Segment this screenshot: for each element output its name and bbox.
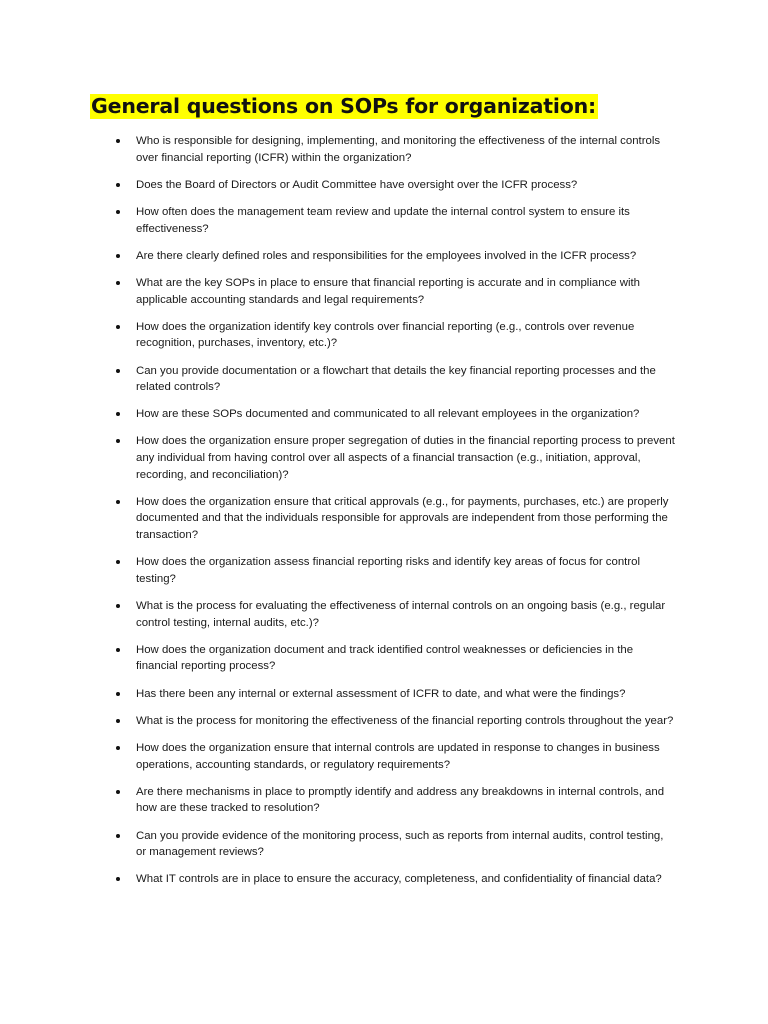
list-item: How does the organization ensure that internal controls are updated in response to changes in business operations, accounting standards, or regulatory requirements? (0, 740, 676, 773)
list-item: How often does the management team review and update the internal control system to ensure its effectiveness? (0, 204, 676, 237)
page-title (90, 93, 598, 120)
list-item: How does the organization identify key controls over financial reporting (e.g., controls over revenue recognition, purchases, inventory, etc.)? (0, 319, 676, 352)
question-list (0, 133, 768, 898)
list-item: How does the organization document and track identified control weaknesses or deficiencies in the financial reporting process? (0, 642, 676, 675)
list-item: What is the process for monitoring the effectiveness of the financial reporting controls throughout the year? (0, 713, 676, 730)
list-item: Are there mechanisms in place to promptly identify and address any breakdowns in internal controls, and how are these tracked to resolution? (0, 784, 676, 817)
list-item: What IT controls are in place to ensure the accuracy, completeness, and confidentiality of financial data? (0, 871, 676, 888)
list-item: How does the organization ensure that critical approvals (e.g., for payments, purchases, etc.) are properly documented and that the individuals responsible for approvals are independent from those performing the transaction? (0, 494, 676, 544)
list-item: What is the process for evaluating the effectiveness of internal controls on an ongoing basis (e.g., regular control testing, internal audits, etc.)? (0, 598, 676, 631)
list-item: Can you provide documentation or a flowchart that details the key financial reporting processes and the related controls? (0, 363, 676, 396)
list-item: Who is responsible for designing, implementing, and monitoring the effectiveness of the internal controls over financial reporting (ICFR) within the organization? (0, 133, 676, 166)
page-title-highlight: General questions on SOPs for organization: (91, 94, 597, 118)
list-item: How are these SOPs documented and communicated to all relevant employees in the organization? (0, 406, 676, 423)
list-item: How does the organization ensure proper segregation of duties in the financial reporting process to prevent any individual from having control over all aspects of a financial transaction (e.g., initiation, approval, recording, and reconciliation)? (0, 433, 676, 483)
list-item: What are the key SOPs in place to ensure that financial reporting is accurate and in compliance with applicable accounting standards and legal requirements? (0, 275, 676, 308)
list-item: Are there clearly defined roles and responsibilities for the employees involved in the ICFR process? (0, 248, 676, 265)
list-item: Does the Board of Directors or Audit Committee have oversight over the ICFR process? (0, 177, 676, 194)
list-item: How does the organization assess financial reporting risks and identify key areas of focus for control testing? (0, 554, 676, 587)
list-item: Can you provide evidence of the monitoring process, such as reports from internal audits, control testing, or management reviews? (0, 828, 676, 861)
list-item: Has there been any internal or external assessment of ICFR to date, and what were the findings? (0, 686, 676, 703)
